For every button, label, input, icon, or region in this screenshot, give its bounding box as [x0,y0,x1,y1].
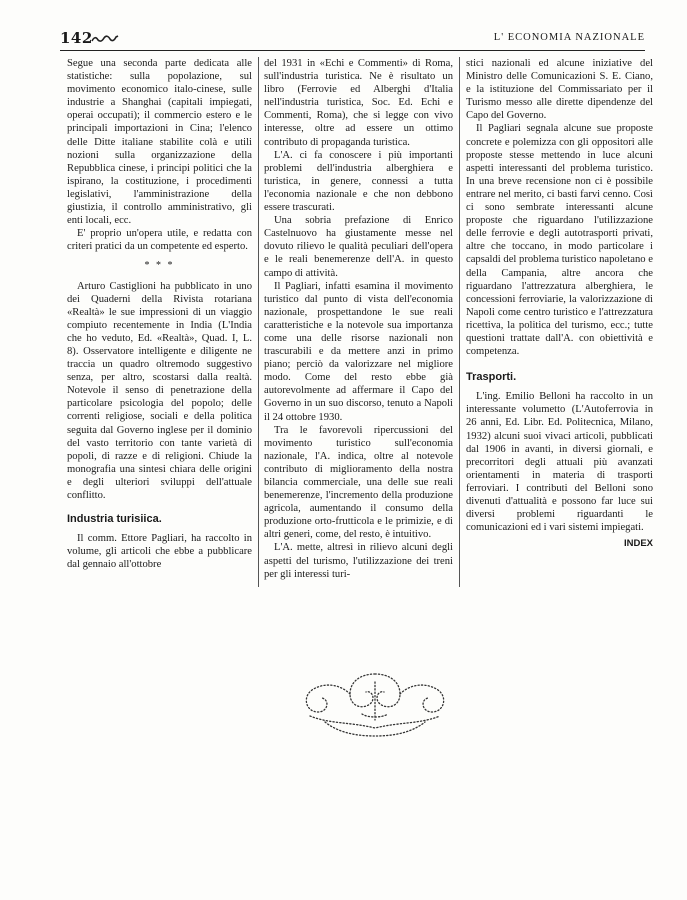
section-heading-industria: Industria turisiica. [67,513,162,526]
paragraph: stici nazionali ed alcune iniziative del Ministro delle Comunicazioni S. E. Ciano, e la istituzione del Commissariato per il Turismo messo alle dirette dipendenze del Capo del Governo. [466,58,653,122]
paragraph: Il Pagliari, infatti esamina il movimento turistico dal punto di vista dell'economia nazionale, prospettandone le sue reali caratteristiche e la notevole sua importanza come una delle risorse nazionali non trascurabili e da mettere anzi in primo piano; perciò da valorizzare nel migliore modo. Come del resto ebbe già autorevolmente ad affermare il Capo del Governo in un suo discorso, tenuto a Napoli il 24 ottobre 1930. [264,280,453,423]
paragraph: Arturo Castiglioni ha pubblicato in uno dei Quaderni della Rivista rotariana «Realtà» le sue impressioni di un viaggio compiuto recentemente in India (L'India che ho veduto, Ed. «Realtà», Quad. I, L. 8). Osservatore intelligente e diligente ne traccia un quadro oltremodo suggestivo senza, per altro, scostarsi dalla realtà. Notevole il senso di penetrazione della particolare psicologia del popolo; delle correnti religiose, sociali e della politica seguita dal Governo inglese per il dominio del vasto territorio con tante varietà di popoli, di razze e di religioni. Chiude la monografia una sintesi chiara delle origini e degli ulteriori sviluppi dell'attuale conflitto. [67,280,252,501]
column-right [466,57,653,550]
paragraph: E' proprio un'opera utile, e redatta con criteri pratici da un competente ed esperto. [67,228,252,253]
column-left [67,57,252,571]
column-divider [258,57,259,587]
section-separator: * * * [144,260,175,272]
paragraph: L'ing. Emilio Belloni ha raccolto in un interessante volumetto (L'Autoferrovia in 26 anni, Ed. Libr. Ed. Politecnica, Milano, 1932) alcuni suoi vivaci articoli, pubblicati dal 1906 in avanti, in diversi giornali, e precorritori degli attuali più avanzati orientamenti in materia di trasporti ferroviari. I contributi del Belloni sono divenuti d'attualità e possono far luce sui diversi problemi riguardanti le comunicazioni ed i vari sistemi impiegati. [466,391,653,534]
running-head: L' ECONOMIA NAZIONALE [493,32,645,43]
section-heading-trasporti: Trasporti. [466,371,517,384]
paragraph: Tra le favorevoli ripercussioni del movimento turistico sull'economia nazionale, l'A. indica, oltre al notevole contributo di miglioramento della nostra bilancia commerciale, una delle sue reali benemerenze, l'incremento della produzione agricola, aumentando il consumo della produzione orto-frutticola e le primizie, e di altri generi, come, del resto, è intuitivo. [264,424,453,541]
column-middle [264,57,453,581]
header-ornament-icon [91,34,119,44]
paragraph: del 1931 in «Echi e Commenti» di Roma, sull'industria turistica. Ne è risultato un libro (Ferrovie ed Alberghi d'Italia nell'industria turistica, Soc. Ed. Echi e Commenti, Roma), che si legge con vivo interesse, oltre ad essere un ottimo contributo di propaganda turistica. [264,58,453,148]
paragraph: L'A. ci fa conoscere i più importanti problemi dell'industria alberghiera e turistica, in genere, connessi a tutta l'economia nazionale e che non debbono essere trascurati. [264,149,453,214]
paragraph: Il comm. Ettore Pagliari, ha raccolto in volume, gli articoli che ebbe a pubblicare dal gennaio all'ottobre [67,533,252,571]
page-number: 142 [60,29,93,47]
paragraph: L'A. mette, altresì in rilievo alcuni degli aspetti del turismo, l'utilizzazione dei treni per gli interessi turi- [264,542,453,580]
index-mark: INDEX [623,538,653,550]
paragraph: Una sobria prefazione di Enrico Castelnuovo ha giustamente messe nel dovuto rilievo le qualità peculiari dell'opera e le reali benemerenze dell'A. in questo campo di attività. [264,215,453,279]
header-rule [60,50,645,51]
decorative-ornament-icon [290,662,460,742]
column-divider [459,57,460,587]
paragraph: Segue una seconda parte dedicata alle statistiche: sulla popolazione, sul movimento economico italo-cinese, sulle industrie a Shanghai (capitali impiegati, operai occupati); il commercio estero e le principali importazioni in Cina; l'elenco delle Ditte italiane stabilite colà e utili nozioni sulla organizzazione della Repubblica cinese, i principi politici che la ispirano, la costituzione, i procedimenti legislativi, l'amministrazione della giustizia, il controllo amministrativo, gli enti locali, ecc. [67,58,252,227]
paragraph: Il Pagliari segnala alcune sue proposte concrete e polemizza con gli oppositori alle proposte stesse mettendo in luce alcuni aspetti interessanti del problema turistico. In una breve recensione non ci è possibile entrare nel merito, ci basti farvi cenno. Così ci sono sembrate interessanti alcune proposte che riguardano l'utilizzazione delle ferrovie e degli autotrasporti privati, altre che toccano, in modo particolare i capsaldi del problema turistico napoletano e della Campania, altre ancora che riguardano l'attrezzatura alberghiera, le concessioni ferroviarie, la valorizzazione di Napoli come centro turistico e l'attrezzatura ricettiva, la politica del turismo, ecc.; tutte questioni trattate dall'A. con obiettività e competenza. [466,123,653,358]
